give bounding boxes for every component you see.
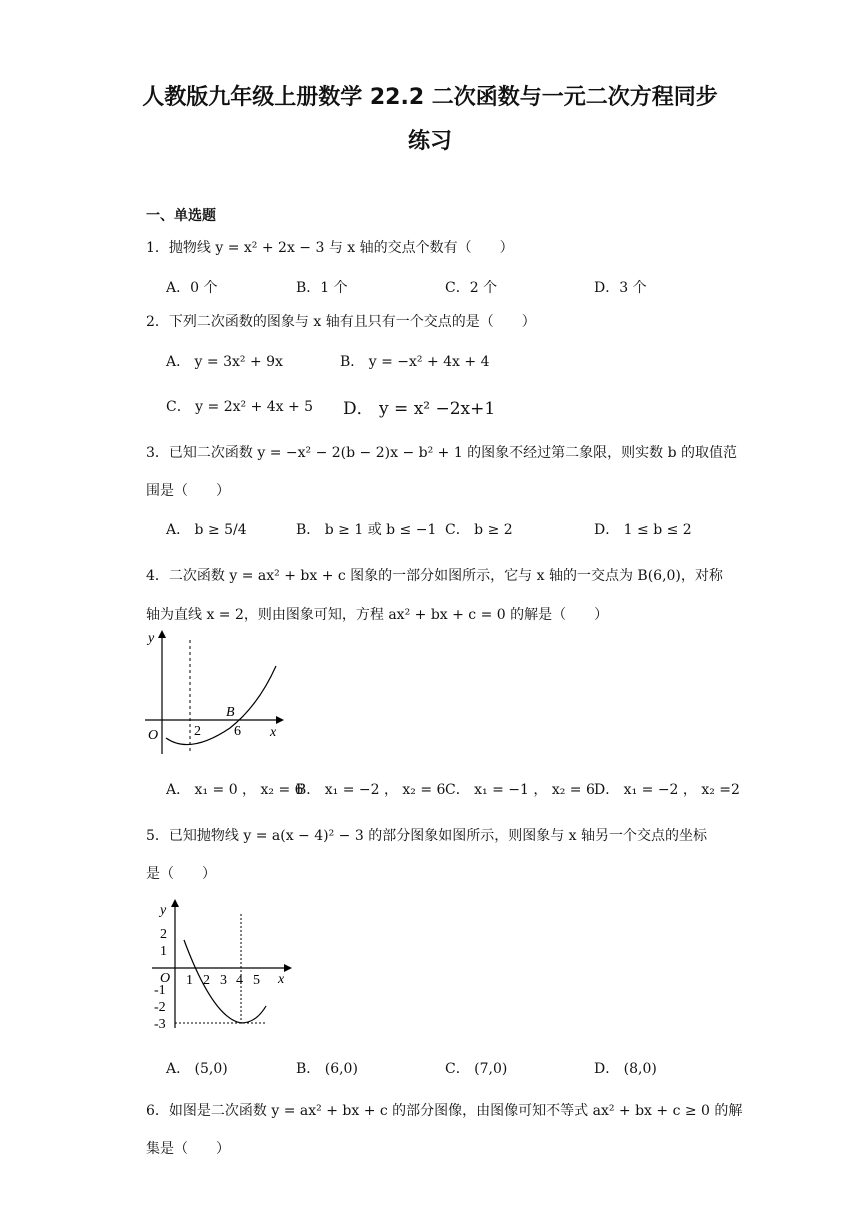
q5-option-d: D． (8,0) [594, 1061, 657, 1077]
q4-parabola-graph [140, 622, 290, 758]
question-3-text-line1: 3．已知二次函数 y = −x² − 2(b − 2)x − b² + 1 的图象不经过第二象限，则实数 b 的取值范 [146, 445, 738, 461]
q5-y-label: y [160, 903, 167, 918]
q4-option-c: C． x₁ = −1 ， x₂ = 6 [445, 782, 595, 798]
doc-title-line2: 练习 [407, 129, 452, 154]
q5-y-tick-neg2: -2 [154, 1000, 166, 1015]
question-4-text-line2: 轴为直线 x = 2，则由图象可知，方程 ax² + bx + c = 0 的解是（ ） [146, 607, 609, 623]
q4-y-label: y [148, 631, 155, 646]
q5-x-tick-4: 4 [236, 973, 243, 988]
question-5-text-line1: 5．已知抛物线 y = a(x − 4)² − 3 的部分图象如图所示，则图象与 x 轴另一个交点的坐标 [146, 828, 707, 844]
q5-x-tick-3: 3 [220, 973, 227, 988]
section-heading: 一、单选题 [146, 208, 216, 224]
q5-y-tick-2: 2 [160, 927, 167, 942]
q5-option-b: B． (6,0) [296, 1061, 358, 1077]
q4-option-b: B． x₁ = −2 ， x₂ = 6 [296, 782, 446, 798]
q5-parabola-graph [140, 892, 300, 1032]
q4-tick-2: 2 [194, 724, 201, 739]
q5-x-label: x [278, 972, 285, 987]
q2-option-d: D． y = x² −2x+1 [343, 399, 496, 419]
question-4-text-line1: 4．二次函数 y = ax² + bx + c 图象的一部分如图所示，它与 x 轴的一交点为 B(6,0)，对称 [146, 568, 723, 584]
question-3-text-line2: 围是（ ） [146, 483, 230, 499]
doc-title-line1: 人教版九年级上册数学 22.2 二次函数与一元二次方程同步 [142, 85, 718, 110]
q3-option-a: A． b ≥ 5/4 [166, 522, 247, 538]
q5-option-c: C． (7,0) [445, 1061, 508, 1077]
q3-option-b: B． b ≥ 1 或 b ≤ −1 [296, 522, 437, 538]
q2-option-c: C． y = 2x² + 4x + 5 [166, 399, 314, 415]
q5-y-arrow [171, 899, 179, 907]
q3-option-c: C． b ≥ 2 [445, 522, 513, 538]
q5-x-tick-5: 5 [253, 973, 260, 988]
q4-origin-label: O [148, 728, 159, 743]
q5-x-tick-2: 2 [203, 973, 210, 988]
q5-y-tick-1: 1 [160, 944, 167, 959]
question-6-text-line2: 集是（ ） [146, 1141, 230, 1157]
q4-x-arrow [276, 716, 284, 724]
q1-option-d: D．3 个 [594, 280, 647, 296]
question-5-text-line2: 是（ ） [146, 866, 216, 882]
q1-option-b: B．1 个 [296, 280, 348, 296]
q2-option-b: B． y = −x² + 4x + 4 [340, 354, 490, 370]
q4-point-b-label: B [226, 705, 235, 720]
q3-option-d: D． 1 ≤ b ≤ 2 [594, 522, 692, 538]
q2-option-a: A． y = 3x² + 9x [166, 354, 283, 370]
question-1-text: 1．抛物线 y = x² + 2x − 3 与 x 轴的交点个数有（ ） [146, 240, 514, 256]
q4-parabola-curve [166, 666, 276, 745]
q1-option-c: C．2 个 [445, 280, 498, 296]
q4-tick-6: 6 [234, 724, 241, 739]
q4-option-a: A． x₁ = 0 ， x₂ = 6 [166, 782, 304, 798]
q4-option-d: D． x₁ = −2 ， x₂ =2 [594, 782, 740, 798]
q4-y-arrow [158, 630, 166, 638]
question-2-text: 2．下列二次函数的图象与 x 轴有且只有一个交点的是（ ） [146, 314, 536, 330]
q5-origin-label: O [160, 971, 171, 986]
q5-x-arrow [284, 964, 292, 972]
question-6-text-line1: 6．如图是二次函数 y = ax² + bx + c 的部分图像，由图像可知不等式 ax² + bx + c ≥ 0 的解 [146, 1103, 743, 1119]
q4-x-label: x [270, 725, 277, 740]
q5-x-tick-1: 1 [186, 973, 193, 988]
q1-option-a: A．0 个 [166, 280, 218, 296]
q5-y-tick-neg3: -3 [154, 1017, 166, 1032]
q5-y-tick-neg1: -1 [154, 983, 166, 998]
q5-option-a: A． (5,0) [166, 1061, 228, 1077]
